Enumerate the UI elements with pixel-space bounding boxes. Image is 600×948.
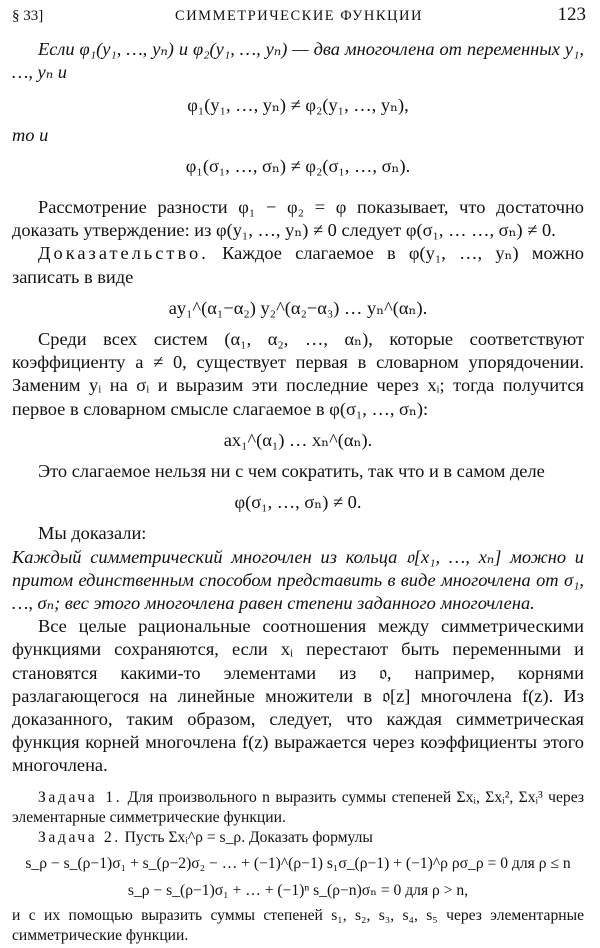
exercise-1-label: Задача 1. [38, 788, 123, 806]
exercise-2 [12, 828, 584, 848]
formula-newton-1: s_ρ − s_(ρ−1)σ₁ + s_(ρ−2)σ₂ − … + (−1)^(ρ−1) s₁σ_(ρ−1) + (−1)^ρ ρσ_ρ = 0 для ρ ≤ n [25, 854, 571, 872]
section-ref: § 33] [12, 8, 44, 24]
para-systems: Среди всех систем (α₁, α₂, …, αₙ), которые соответствуют коэффициенту a ≠ 0, существует первая в словарном упорядочении. Заменим yᵢ на σᵢ и выразим эти последние через xᵢ; тогда получится первое в словарном смысле слагаемое в φ(σ₁, …, σₙ): [12, 329, 584, 419]
para-cancel: Это слагаемое нельзя ни с чем сократить, так что и в самом деле [38, 461, 545, 482]
formula-monomial-y: ay₁^(α₁−α₂) y₂^(α₂−α₃) … yₙ^(αₙ). [168, 297, 428, 318]
exercise-1 [12, 788, 584, 828]
exercise-1-text: Для произвольного n выразить суммы степеней Σxᵢ, Σxᵢ², Σxᵢ³ через элементарные симметрические функции. [12, 788, 584, 826]
proof-label: Доказательство. [38, 243, 209, 264]
formula-monomial-x: ax₁^(α₁) … xₙ^(αₙ). [223, 429, 373, 450]
para-relations: Все целые рациональные соотношения между симметрическими функциями сохраняются, если xᵢ перестают быть переменными и становятся какими-то элементами из 𝔬, например, корнями разлагающегося на линейные множители в 𝔬[z] многочлена f(z). Из доказанного, таким образом, следует, что каждая симметрическая функция корней многочлена f(z) выражается через коэффициенты этого многочлена. [12, 616, 584, 776]
formula-phi-nonzero: φ(σ₁, …, σₙ) ≠ 0. [234, 492, 362, 513]
page-body [12, 38, 584, 946]
para-proved: Мы доказали: [38, 523, 147, 544]
proof-text: Каждое слагаемое в φ(y₁, …, yₙ) можно записать в виде [12, 243, 584, 287]
exercise-2-tail: и с их помощью выразить суммы степеней s₁, s₂, s₃, s₄, s₅ через элементарные симметрические функции. [12, 907, 584, 945]
para-then: то и [12, 124, 49, 145]
formula-newton-2: s_ρ − s_(ρ−1)σ₁ + … + (−1)ⁿ s_(ρ−n)σₙ = 0 для ρ > n, [127, 881, 469, 899]
chapter-title: СИММЕТРИЧЕСКИЕ ФУНКЦИИ [175, 8, 423, 24]
exercise-2-text: Пусть Σxᵢ^ρ = s_ρ. Доказать формулы [124, 828, 373, 846]
exercise-2-label: Задача 2. [38, 828, 121, 846]
theorem-statement: Каждый симметрический многочлен из кольца 𝔬[x₁, …, xₙ] можно и притом единственным способом представить в виде многочлена от σ₁, …, σₙ; вес этого многочлена равен степени заданного многочлена. [12, 546, 584, 614]
running-header [12, 6, 586, 28]
formula-inequality-y: φ₁(y₁, …, yₙ) ≠ φ₂(y₁, …, yₙ), [187, 95, 409, 116]
para-difference: Рассмотрение разности φ₁ − φ₂ = φ показывает, что достаточно доказать утверждение: из φ(y₁, …, yₙ) ≠ 0 следует φ(σ₁, … …, σₙ) ≠ 0. [12, 197, 584, 241]
para-proof [12, 242, 584, 288]
para-intro: Если φ₁(y₁, …, yₙ) и φ₂(y₁, …, yₙ) — два многочлена от переменных y₁, …, yₙ и [12, 39, 584, 83]
page-number: 123 [557, 4, 586, 25]
formula-inequality-sigma: φ₁(σ₁, …, σₙ) ≠ φ₂(σ₁, …, σₙ). [185, 155, 411, 176]
